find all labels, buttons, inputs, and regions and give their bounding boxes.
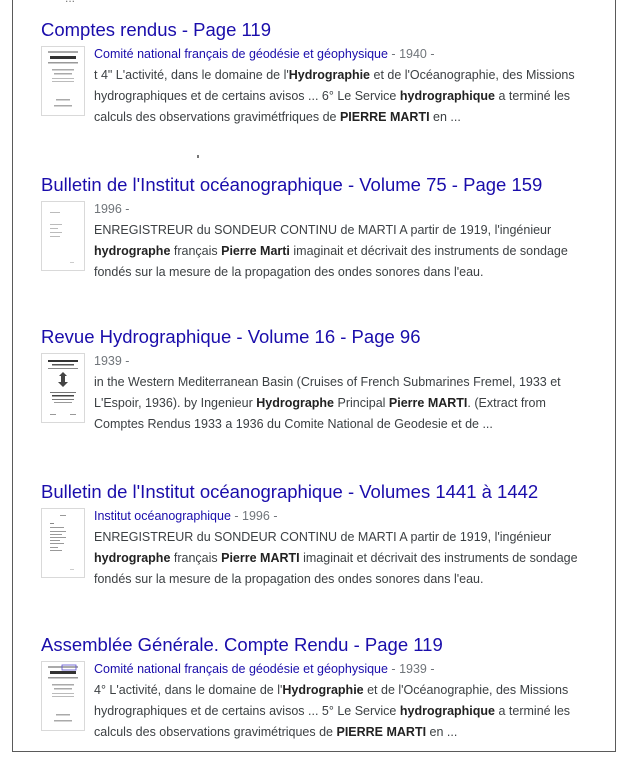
result-meta: Comité national français de géodésie et géophysique - 1940 - xyxy=(94,47,435,61)
snippet-fragment: et de l'Océanographie, des Missions hydrographiques et de certains avisos ... 5° Le Service xyxy=(94,683,569,718)
snippet-fragment: ENREGISTREUR du SONDEUR CONTINU de MARTI A partir de 1919, l'ingénieur xyxy=(94,530,552,544)
result-snippet xyxy=(94,44,594,128)
book-page-thumbnail-icon[interactable] xyxy=(41,201,85,271)
result-snippet-text xyxy=(94,220,594,283)
search-result xyxy=(41,174,601,281)
highlighted-term: Hydrographe xyxy=(256,396,335,410)
result-year: 1940 xyxy=(399,47,427,61)
book-cover-thumbnail-icon[interactable] xyxy=(41,661,85,731)
result-snippet-text xyxy=(94,65,594,128)
review-cover-thumbnail-icon[interactable] xyxy=(41,353,85,423)
result-meta: 1939 - xyxy=(94,354,130,368)
snippet-fragment: ENREGISTREUR du SONDEUR CONTINU de MARTI A partir de 1919, l'ingénieur xyxy=(94,223,552,237)
highlighted-term: Pierre MARTI xyxy=(221,551,300,565)
result-source-link[interactable]: Comité national français de géodésie et géophysique xyxy=(94,47,388,61)
snippet-fragment: en ... xyxy=(429,110,461,124)
result-meta: 1996 - xyxy=(94,202,130,216)
result-title-link[interactable]: Bulletin de l'Institut océanographique - Volume 75 - Page 159 xyxy=(41,174,543,195)
result-year: 1996 xyxy=(242,509,270,523)
snippet-fragment: et de l'Océanographie, des Missions hydrographiques et de certains avisos ... 6° Le Service xyxy=(94,68,575,103)
snippet-fragment: . (Extract from Comptes Rendus 1933 a 1936 du Comite National de Geodesie et de ... xyxy=(94,396,546,431)
snippet-fragment: a terminé les calculs des observations gravimétriques de xyxy=(94,704,571,739)
result-snippet xyxy=(94,199,594,283)
result-meta: Comité national français de géodésie et géophysique - 1939 - xyxy=(94,662,435,676)
highlighted-term: hydrographe xyxy=(94,551,171,565)
book-cover-thumbnail-icon[interactable] xyxy=(41,46,85,116)
result-year: 1996 xyxy=(94,202,122,216)
result-snippet-text xyxy=(94,680,594,743)
stray-mark xyxy=(197,155,199,158)
search-result xyxy=(41,634,601,741)
snippet-fragment: Principal xyxy=(334,396,389,410)
result-source-link[interactable]: Institut océanographique xyxy=(94,509,231,523)
result-year: 1939 xyxy=(94,354,122,368)
snippet-fragment: français xyxy=(170,551,222,565)
search-result xyxy=(41,19,601,126)
result-title-link[interactable]: Bulletin de l'Institut océanographique - Volumes 1441 à 1442 xyxy=(41,481,539,502)
book-page-thumbnail-icon[interactable] xyxy=(41,508,85,578)
snippet-fragment: imaginait et décrivait des instruments de sondage fondés sur la mesure de la propagation des ondes sonores dans l'eau. xyxy=(94,244,568,279)
snippet-fragment: imaginait et décrivait des instruments de sondage fondés sur la mesure de la propagation des ondes sonores dans l'eau. xyxy=(94,551,578,586)
previous-result-fragment xyxy=(65,0,75,5)
result-snippet-text xyxy=(94,527,594,590)
snippet-fragment: français xyxy=(170,244,222,258)
result-snippet-text xyxy=(94,372,594,435)
snippet-fragment: 4° L'activité, dans le domaine de l' xyxy=(94,683,283,697)
result-snippet xyxy=(94,659,594,743)
highlighted-term: Pierre MARTI xyxy=(388,396,468,410)
result-snippet xyxy=(94,351,594,435)
result-meta: Institut océanographique - 1996 - xyxy=(94,509,278,523)
highlighted-term: Pierre Marti xyxy=(221,244,290,258)
highlighted-term: hydrographique xyxy=(399,704,496,718)
highlighted-term: hydrographe xyxy=(94,244,171,258)
highlighted-term: PIERRE MARTI xyxy=(336,725,427,739)
snippet-fragment: en ... xyxy=(426,725,458,739)
highlighted-term: Hydrographie xyxy=(288,68,371,82)
highlighted-term: Hydrographie xyxy=(282,683,364,697)
snippet-fragment: in the Western Mediterranean Basin (Cruises of French Submarines Fremel, 1933 et L'Espoir, 1936). by Ingenieur xyxy=(94,375,561,410)
result-title-link[interactable]: Revue Hydrographique - Volume 16 - Page 96 xyxy=(41,326,421,347)
search-result xyxy=(41,326,601,433)
result-title-link[interactable]: Comptes rendus - Page 119 xyxy=(41,19,272,40)
highlighted-term: hydrographique xyxy=(399,89,496,103)
highlighted-term: PIERRE MARTI xyxy=(339,110,430,124)
snippet-fragment: a terminé les calculs des observations gravimétfriques de xyxy=(94,89,571,124)
snippet-fragment: t 4" L'activité, dans le domaine de l' xyxy=(94,68,289,82)
result-year: 1939 xyxy=(399,662,427,676)
result-source-link[interactable]: Comité national français de géodésie et géophysique xyxy=(94,662,388,676)
result-title-link[interactable]: Assemblée Générale. Compte Rendu - Page 119 xyxy=(41,634,443,655)
search-result xyxy=(41,481,601,588)
result-snippet xyxy=(94,506,594,590)
